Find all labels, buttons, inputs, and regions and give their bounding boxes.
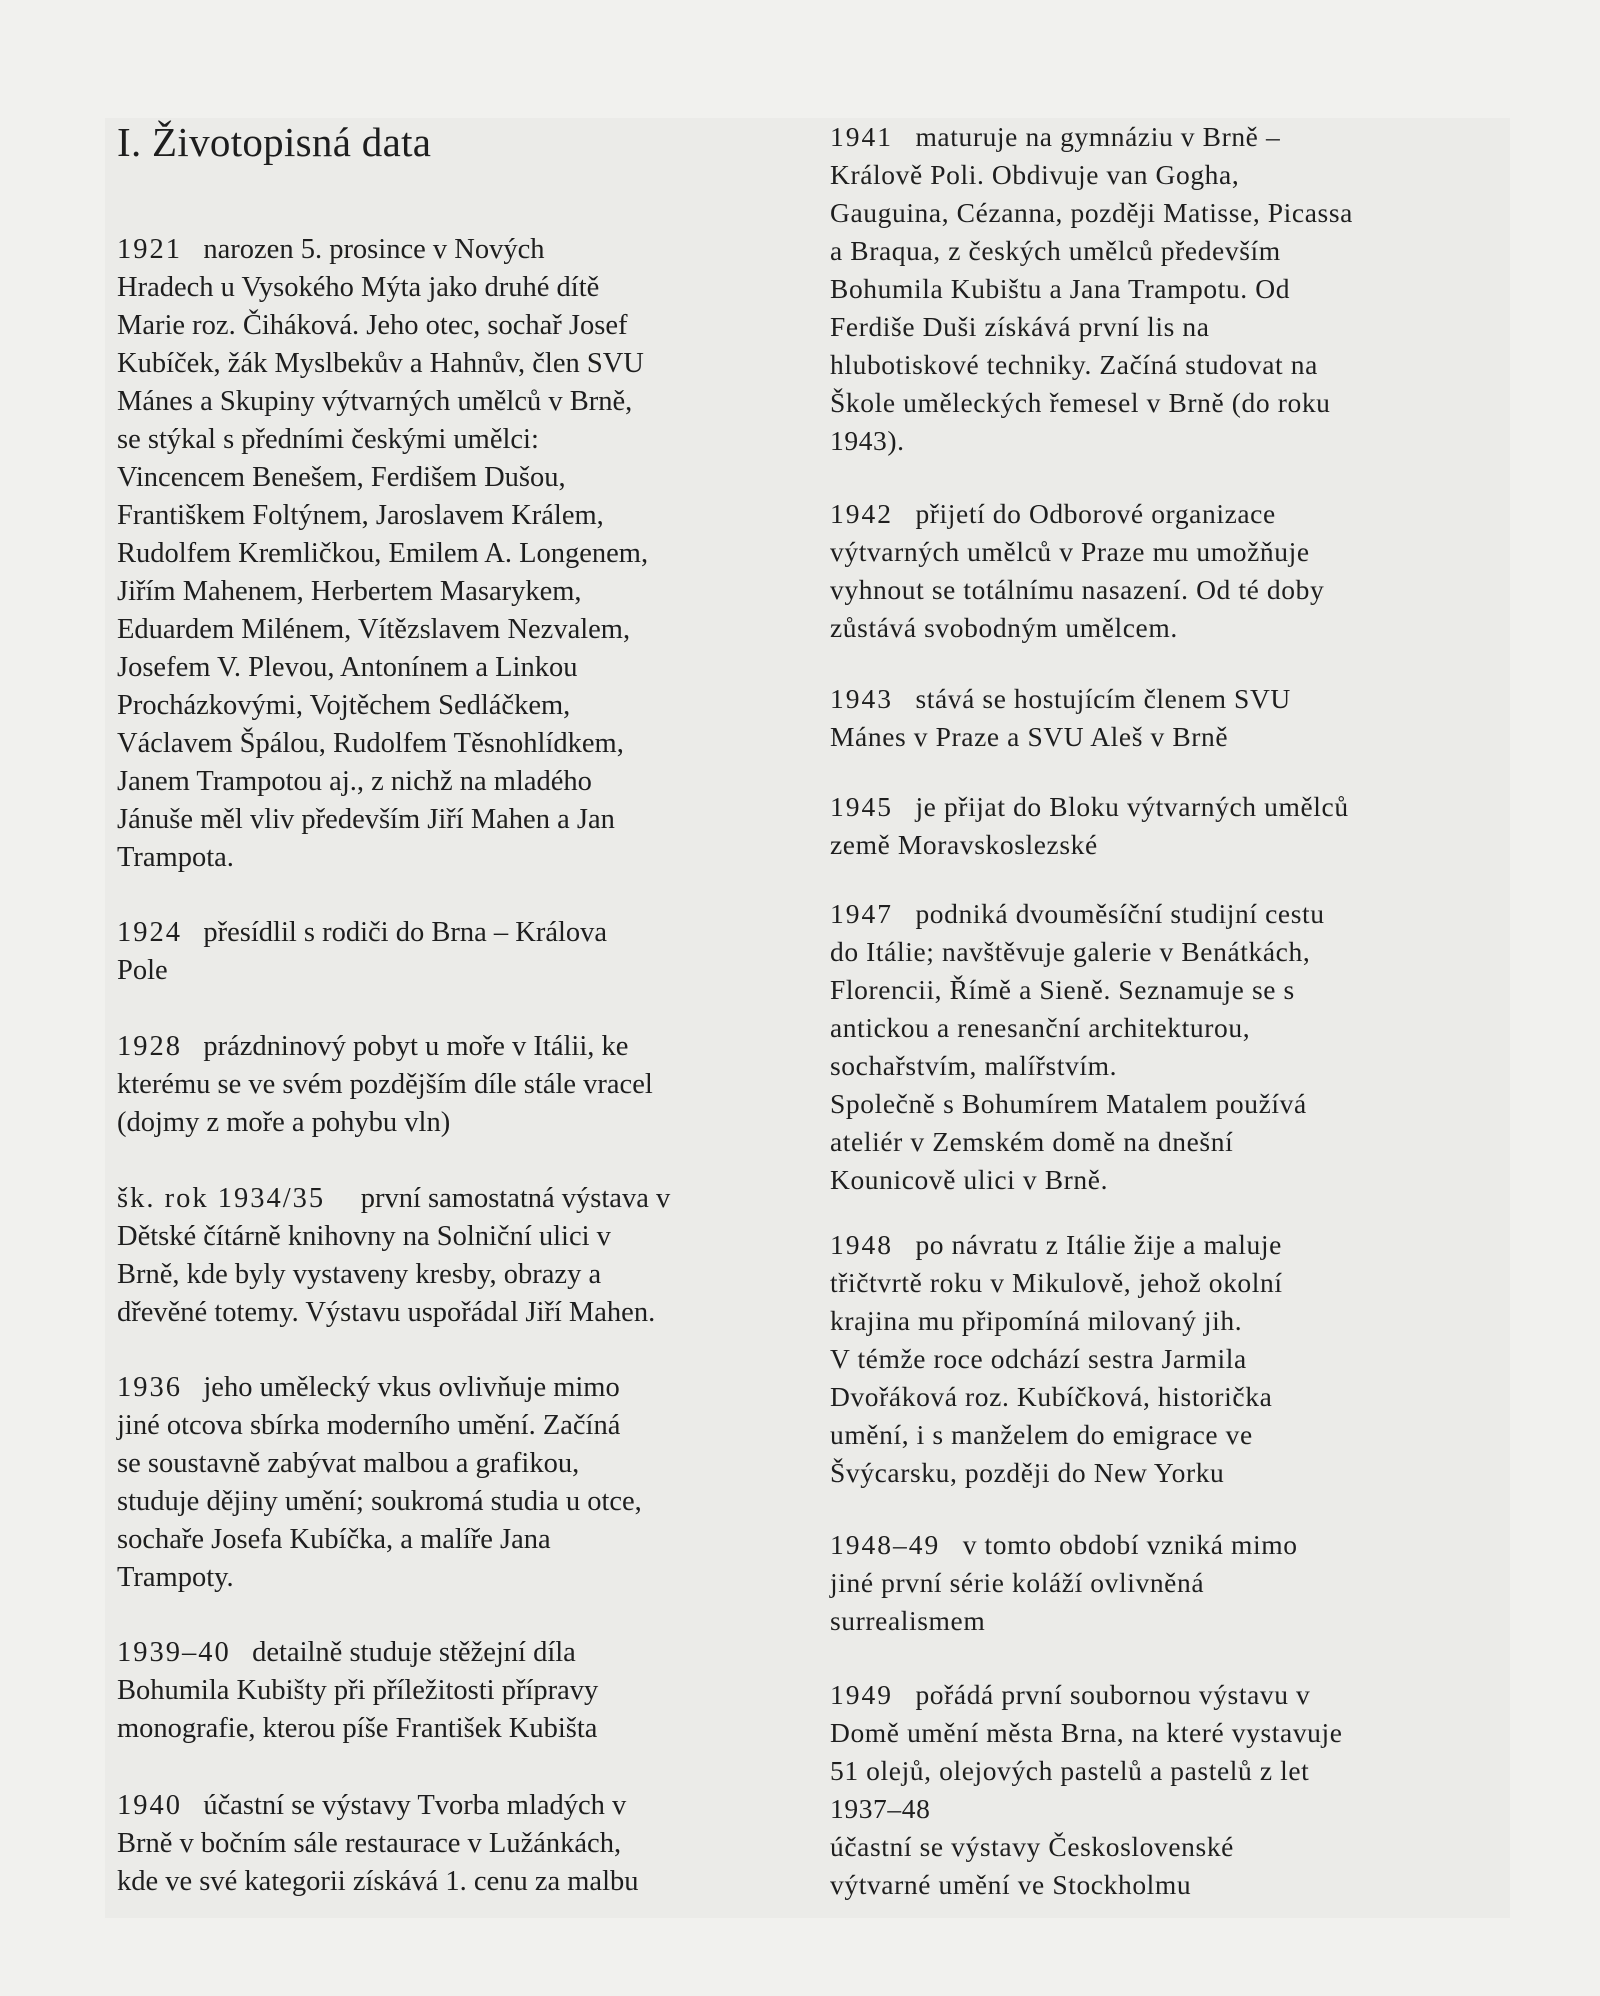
entry-year: šk. rok 1934/35 xyxy=(117,1183,326,1214)
entry-1949 xyxy=(830,1676,1490,1904)
entry-text: účastní se výstavy Tvorba mladých v Brně v bočním sále restaurace v Lužánkách, kde ve své kategorii získává 1. cenu za malbu xyxy=(117,1790,639,1897)
entry-text: přijetí do Odborové organizace výtvarných umělců v Praze mu umožňuje vyhnout se totálnímu nasazení. Od té doby zůstává svobodným umělcem. xyxy=(830,498,1325,643)
entry-year: 1943 xyxy=(830,683,893,714)
entry-1942 xyxy=(830,495,1490,647)
entry-1939-40 xyxy=(117,1634,787,1748)
entry-year: 1947 xyxy=(830,898,893,929)
entry-text: pořádá první soubornou výstavu v Domě umění města Brna, na které vystavuje 51 olejů, olejových pastelů a pastelů z let 1937–48 účastní se výstavy Československé výtvarné umění ve Stockholmu xyxy=(830,1679,1343,1900)
entry-text: přesídlil s rodiči do Brna – Králova Pole xyxy=(117,917,608,986)
entry-text: prázdninový pobyt u moře v Itálii, ke kterému se ve svém pozdějším díle stále vracel (dojmy z moře a pohybu vln) xyxy=(117,1031,653,1138)
entry-text: je přijat do Bloku výtvarných umělců země Moravskoslezské xyxy=(830,791,1349,860)
entry-1945 xyxy=(830,788,1490,864)
entry-text: po návratu z Itálie žije a maluje třičtvrtě roku v Mikulově, jehož okolní krajina mu připomíná milovaný jih. V témže roce odchází sestra Jarmila Dvořáková roz. Kubíčková, historička umění, i s manželem do emigrace ve Švýcarsku, později do New Yorku xyxy=(830,1229,1283,1488)
entry-1934-35 xyxy=(117,1180,787,1332)
entry-year: 1940 xyxy=(117,1790,182,1821)
entry-1940 xyxy=(117,1787,787,1901)
page-title: I. Životopisná data xyxy=(117,119,432,165)
entry-year: 1928 xyxy=(117,1031,182,1062)
entry-text: stává se hostujícím členem SVU Mánes v Praze a SVU Aleš v Brně xyxy=(830,683,1291,752)
entry-text: podniká dvouměsíční studijní cestu do Itálie; navštěvuje galerie v Benátkách, Florencii, Římě a Sieně. Seznamuje se s antickou a renesanční architekturou, sochařstvím, malířstvím. Společně s Bohumírem Matalem používá ateliér v Zemském domě na dnešní Kounicově ulici v Brně. xyxy=(830,898,1325,1195)
entry-text: v tomto období vzniká mimo jiné první série koláží ovlivněná surrealismem xyxy=(830,1529,1298,1636)
entry-1924 xyxy=(117,914,787,990)
entry-1928 xyxy=(117,1028,787,1142)
entry-1943 xyxy=(830,680,1490,756)
entry-text: první samostatná výstava v Dětské čítárně knihovny na Solniční ulici v Brně, kde byly vystaveny kresby, obrazy a dřevěné totemy. Výstavu uspořádal Jiří Mahen. xyxy=(117,1183,671,1328)
entry-text: narozen 5. prosince v Nových Hradech u Vysokého Mýta jako druhé dítě Marie roz. Čiháková. Jeho otec, sochař Josef Kubíček, žák Myslbekův a Hahnův, člen SVU Mánes a Skupiny výtvarných umělců v Brně, se stýkal s předními českými umělci: Vincencem Benešem, Ferdišem Dušou, Františkem Foltýnem, Jaroslavem Králem, Rudolfem Kremličkou, Emilem A. Longenem, Jiřím Mahenem, Herbertem Masarykem, Eduardem Milénem, Vítězslavem Nezvalem, Josefem V. Plevou, Antonínem a Linkou Procházkovými, Vojtěchem Sedláčkem, Václavem Špálou, Rudolfem Těsnohlídkem, Janem Trampotou aj., z nichž na mladého Jánuše měl vliv především Jiří Mahen a Jan Trampota. xyxy=(117,234,649,873)
entry-year: 1942 xyxy=(830,498,893,529)
entry-1947 xyxy=(830,895,1490,1199)
entry-year: 1948 xyxy=(830,1229,893,1260)
entry-year: 1945 xyxy=(830,791,893,822)
entry-1941 xyxy=(830,118,1490,460)
entry-year: 1939–40 xyxy=(117,1637,231,1668)
entry-year: 1948–49 xyxy=(830,1529,941,1560)
entry-1948-49 xyxy=(830,1526,1490,1640)
entry-1921 xyxy=(117,231,787,877)
entry-year: 1949 xyxy=(830,1679,893,1710)
entry-1948 xyxy=(830,1226,1490,1492)
entry-year: 1936 xyxy=(117,1372,182,1403)
entry-text: jeho umělecký vkus ovlivňuje mimo jiné otcova sbírka moderního umění. Začíná se soustavně zabývat malbou a grafikou, studuje dějiny umění; soukromá studia u otce, sochaře Josefa Kubíčka, a malíře Jana Trampoty. xyxy=(117,1372,642,1593)
entry-text: detailně studuje stěžejní díla Bohumila Kubišty při příležitosti přípravy monografie, kterou píše František Kubišta xyxy=(117,1637,599,1744)
entry-1936 xyxy=(117,1369,787,1597)
entry-year: 1921 xyxy=(117,234,182,265)
entry-year: 1924 xyxy=(117,917,182,948)
entry-text: maturuje na gymnáziu v Brně – Králově Poli. Obdivuje van Gogha, Gauguina, Cézanna, později Matisse, Picassa a Braqua, z českých umělců především Bohumila Kubištu a Jana Trampotu. Od Ferdiše Duši získává první lis na hlubotiskové techniky. Začíná studovat na Škole uměleckých řemesel v Brně (do roku 1943). xyxy=(830,121,1353,456)
entry-year: 1941 xyxy=(830,121,893,152)
